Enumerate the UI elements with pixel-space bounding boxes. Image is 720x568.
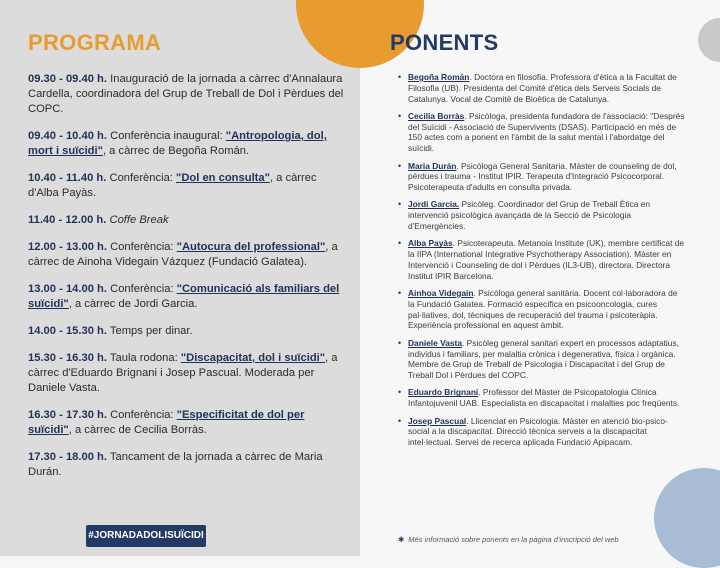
speaker-bio: . Psicòloga General Sanitaria. Màster de counseling de dol, pèrdues i trauma - Institut IPIR. Terapeuta d'Integració Psicocorporal. Psicoterapeuta d'adults en consulta privada. — [408, 160, 677, 193]
footnote-text: Més informació sobre ponents en la pàgina d'inscripció del web — [408, 535, 619, 544]
item-title: "Comunicació als familiars del suïcidi" — [28, 283, 340, 310]
speaker-item — [398, 199, 686, 231]
speaker-name: Cecilia Borràs — [408, 110, 465, 121]
item-pre: Conferència: — [106, 172, 177, 184]
item-italic: Coffe Break — [106, 214, 169, 226]
speaker-name: Maria Durán — [408, 160, 457, 171]
bullet-icon: • — [398, 337, 402, 348]
bullet-icon: • — [398, 288, 402, 299]
bullet-icon: • — [398, 72, 402, 82]
item-pre: Taula rodona: — [107, 352, 181, 364]
item-pre: Conferència inaugural: — [107, 130, 226, 142]
speaker-bio: . Psicòloga, presidenta fundadora de l'associació: "Després del Suïcidi - Associació de Supervivents (DSAS). Participació en més de 150 actes com a ponent en l'àmbit de la salut mental i l'abordatge del suïcidi. — [408, 110, 685, 154]
programa-item — [28, 351, 346, 396]
speaker-item — [398, 238, 686, 281]
speaker-name: Daniele Vasta — [408, 337, 463, 348]
item-pre: Conferència: — [107, 283, 177, 295]
item-time: 11.40 - 12.00 h. — [28, 214, 107, 226]
speaker-bio: Psicòleg. Coordinador del Grup de Treball Ètica en intervenció psicològica avançada de la Secció de Psicologia d'Emergències. — [408, 199, 651, 232]
item-title: "Dol en consulta" — [176, 172, 270, 184]
item-text: Inauguració de la jornada a càrrec d'Annalaura Cardella, coordinadora del Grup de Treball de Dol i Pèrdues del COPC. — [28, 73, 344, 115]
bullet-icon: • — [398, 110, 402, 121]
bullet-icon: • — [398, 199, 402, 210]
item-post: , a càrrec de Cecilia Borràs. — [68, 424, 207, 436]
footnote — [398, 535, 619, 544]
programa-item — [28, 324, 346, 339]
speaker-name: Eduardo Brignani — [408, 387, 479, 398]
item-title: "Autocura del professional" — [176, 241, 326, 253]
hashtag-badge: #JORNADADOLISUÏCIDI — [86, 525, 206, 547]
programa-item — [28, 213, 346, 228]
item-post: , a càrrec de Ainoha Videgain Vázquez (Fundació Galatea). — [28, 241, 338, 268]
speaker-name: Begoña Román — [408, 72, 470, 82]
item-time: 09.40 - 10.40 h. — [28, 130, 107, 142]
programa-item — [28, 129, 346, 159]
speaker-name: Alba Payàs — [408, 238, 453, 249]
programa-list — [28, 72, 346, 492]
speaker-name: Jordi Garcia. — [408, 199, 460, 210]
programa-item — [28, 282, 346, 312]
item-title: "Especificitat de dol per suïcidi" — [28, 409, 305, 436]
speaker-bio: . Psicoterapeuta. Metanoia Institute (UK), membre certificat de la IIPA (International Integrative Psychotherapy Association). Màster en Intervenció i Counseling de dol i Pèrdues (IL3-UB), directora. Directora Institut IPIR Barcelona. — [408, 238, 685, 281]
speaker-item — [398, 338, 686, 381]
item-post: , a càrrec d'Eduardo Brignani i Josep Pascual. Moderada per Daniele Vasta. — [28, 352, 338, 394]
speaker-bio: . Llicenciat en Psicologia. Màster en atenció bio-psico-social a la discapacitat. Direcció tècnica serveis a la discapacitat intel·lectual. Servei de recerca aplicada Fundació Apipacam. — [408, 415, 668, 448]
item-time: 13.00 - 14.00 h. — [28, 283, 107, 295]
speaker-item — [398, 72, 686, 104]
speaker-name: Josep Pascual — [408, 415, 467, 426]
item-title: "Discapacitat, dol i suïcidi" — [180, 352, 326, 364]
item-time: 12.00 - 13.00 h. — [28, 241, 107, 253]
item-pre: Conferència: — [107, 409, 177, 421]
bullet-icon: • — [398, 160, 402, 171]
speaker-bio: . Professor del Màster de Psicopatologia Clínica Infantojuvenil UAB. Especialista en discapacitat i malalties poc freqüents. — [408, 387, 680, 409]
programa-item — [28, 240, 346, 270]
item-time: 15.30 - 16.30 h. — [28, 352, 107, 364]
bullet-icon: • — [398, 387, 402, 398]
item-post: , a càrrec de Jordi Garcia. — [68, 298, 198, 310]
item-time: 10.40 - 11.40 h. — [28, 172, 107, 184]
item-text: Tancament de la jornada a càrrec de Maria Durán. — [28, 451, 323, 478]
item-title: "Antropologia, dol, mort i suïcidi" — [28, 130, 327, 157]
ponents-list — [398, 72, 686, 454]
asterisk-icon: ✱ — [398, 535, 405, 544]
speaker-bio: . Doctora en filosofia. Professora d'ètica a la Facultat de Filosofia (UB). Presidenta del Comitè d'ètica dels Serveis Socials de Catalunya. Vocal de Comitè de Bioètica de Catalunya. — [408, 72, 677, 104]
programa-item — [28, 408, 346, 438]
item-post: , a càrrec de Begoña Román. — [102, 145, 250, 157]
speaker-bio: . Psicòloga general sanitària. Docent col·laboradora de la Fundació Galatea. Formació específica en psicooncologia, cures pal·liatives, dol, tècniques de recuperació del trauma i psicoteràpia. Experiència professional en aquest àmbit. — [408, 288, 678, 331]
speaker-item — [398, 161, 686, 193]
item-time: 16.30 - 17.30 h. — [28, 409, 107, 421]
ponents-title: PONENTS — [390, 30, 499, 55]
item-time: 14.00 - 15.30 h. — [28, 325, 107, 337]
bullet-icon: • — [398, 238, 402, 249]
item-post: , a càrrec d'Alba Payàs. — [28, 172, 317, 199]
bullet-icon: • — [398, 415, 402, 426]
programa-item — [28, 171, 346, 201]
item-text: Temps per dinar. — [107, 325, 193, 337]
item-pre: Conferència: — [107, 241, 177, 253]
speaker-name: Ainhoa Videgain — [408, 288, 474, 299]
programa-item — [28, 450, 346, 480]
item-time: 17.30 - 18.00 h. — [28, 451, 107, 463]
speaker-item — [398, 111, 686, 154]
programa-item — [28, 72, 346, 117]
speaker-item — [398, 288, 686, 331]
item-time: 09.30 - 09.40 h. — [28, 73, 107, 85]
speaker-bio: . Psicòleg general sanitari expert en processos adaptatius, individus i familiars, per malaltia crònica i degenerativa, física i orgànica. Membre de Grup de Treball de Psicologia i Discapacitat i del Grup de Treball Dol i Pèrdues del COPC. — [408, 337, 679, 381]
speaker-item — [398, 387, 686, 409]
programa-title: PROGRAMA — [28, 30, 162, 55]
speaker-item — [398, 416, 686, 448]
